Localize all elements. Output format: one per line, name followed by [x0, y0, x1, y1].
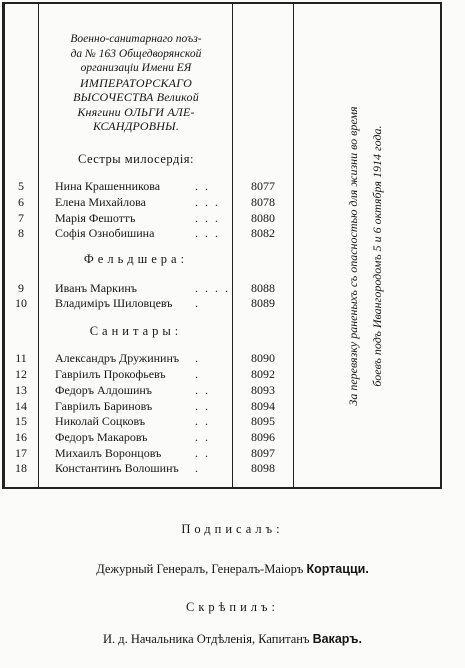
leader-dots: . [195, 367, 200, 381]
leader-dots: . . [195, 430, 210, 444]
person-name: Федоръ Макаровъ [55, 430, 148, 444]
table-row [5, 179, 295, 194]
award-number: 8088 [251, 281, 275, 295]
leader-dots: . . . [195, 211, 220, 225]
table-row [5, 399, 295, 414]
person-name: Гавріилъ Прокофьевъ [55, 367, 166, 381]
person-name: Николай Соцковъ [55, 414, 146, 428]
leader-dots: . . [195, 414, 210, 428]
table-row [5, 195, 295, 210]
row-number: 15 [15, 414, 27, 428]
row-number: 14 [15, 399, 27, 413]
award-number: 8092 [251, 367, 275, 381]
leader-dots: . . . [195, 226, 220, 240]
note-line: За перевязку раненыхъ съ опасностью для жизни во время [346, 106, 360, 406]
section-title-nurses: Сестры милосердія: [77, 152, 195, 166]
row-number: 11 [15, 351, 27, 365]
table-row [5, 351, 295, 366]
row-number: 9 [18, 281, 24, 295]
row-number: 17 [15, 446, 27, 460]
row-number: 13 [15, 383, 27, 397]
award-number: 8089 [251, 296, 275, 310]
note-line: боевъ подъ Ивангородомъ 5 и 6 октября 1914 года. [370, 125, 384, 387]
award-number: 8096 [251, 430, 275, 444]
countersigned-line [0, 632, 465, 647]
person-name: Гавріилъ Бариновъ [55, 399, 153, 413]
table-row [5, 296, 295, 311]
award-number: 8077 [251, 179, 275, 193]
award-number: 8093 [251, 383, 275, 397]
award-number: 8098 [251, 461, 275, 475]
header-line: Военно-санитарнаго поъз- [70, 33, 202, 45]
row-number: 8 [18, 226, 24, 240]
signed-name: Кортацци. [306, 562, 369, 576]
signed-line [0, 562, 465, 577]
table-row [5, 461, 295, 476]
award-table [2, 2, 442, 489]
signed-position: Дежурный Генералъ, Генералъ-Маіоръ [96, 562, 307, 576]
header-line: организаціи Имени ЕЯ [80, 62, 192, 74]
person-name: Михаилъ Воронцовъ [55, 446, 162, 460]
leader-dots: . . [195, 399, 210, 413]
person-name: Марія Фешоттъ [55, 211, 136, 225]
leader-dots: . . [195, 446, 210, 460]
award-number: 8082 [251, 226, 275, 240]
row-number: 5 [18, 179, 24, 193]
table-row [5, 446, 295, 461]
signed-label: Подписалъ: [181, 522, 284, 536]
leader-dots: . [195, 351, 200, 365]
countersigned-label: Скрѣпилъ: [185, 600, 279, 614]
leader-dots: . [195, 461, 200, 475]
person-name: Владиміръ Шиловцевъ [55, 296, 173, 310]
award-number: 8078 [251, 195, 275, 209]
table-row [5, 211, 295, 226]
row-number: 12 [15, 367, 27, 381]
row-number: 7 [18, 211, 24, 225]
award-number: 8094 [251, 399, 275, 413]
person-name: Иванъ Маркинъ [55, 281, 138, 295]
person-name: Александръ Дружининъ [55, 351, 180, 365]
person-name: Нина Крашенникова [55, 179, 161, 193]
leader-dots: . . [195, 179, 210, 193]
leader-dots: . . [195, 383, 210, 397]
person-name: Федоръ Алдошинъ [55, 383, 153, 397]
table-row [5, 281, 295, 296]
award-reason-note [341, 41, 389, 471]
countersigned-name: Вакаръ. [312, 632, 362, 646]
table-row [5, 226, 295, 241]
table-row [5, 383, 295, 398]
person-name: Константинъ Волошинъ [55, 461, 179, 475]
leader-dots: . [195, 296, 200, 310]
section-title-feldshers: Фельдшера: [83, 252, 189, 266]
row-number: 16 [15, 430, 27, 444]
table-row [5, 367, 295, 382]
leader-dots: . . . . [195, 281, 230, 295]
award-number: 8080 [251, 211, 275, 225]
award-number: 8095 [251, 414, 275, 428]
unit-header [43, 32, 229, 134]
header-line: ВЫСОЧЕСТВА Великой [73, 90, 199, 104]
header-line: ИМПЕРАТОРСКАГО [80, 75, 192, 90]
person-name: Елена Михайлова [55, 195, 146, 209]
table-row [5, 414, 295, 429]
award-number: 8097 [251, 446, 275, 460]
person-name: Софія Ознобишина [55, 226, 155, 240]
countersigned-position: И. д. Начальника Отдѣленія, Капитанъ [103, 632, 313, 646]
row-number: 10 [15, 296, 27, 310]
award-number: 8090 [251, 351, 275, 365]
header-line: да № 163 Общедворянской [70, 47, 202, 60]
header-line: Княгини ОЛЬГИ АЛЕ- [77, 104, 195, 119]
row-number: 18 [15, 461, 27, 475]
section-title-orderlies: Санитары: [89, 324, 183, 338]
header-line: КСАНДРОВНЫ. [92, 119, 180, 133]
leader-dots: . . . [195, 195, 220, 209]
row-number: 6 [18, 195, 24, 209]
table-row [5, 430, 295, 445]
